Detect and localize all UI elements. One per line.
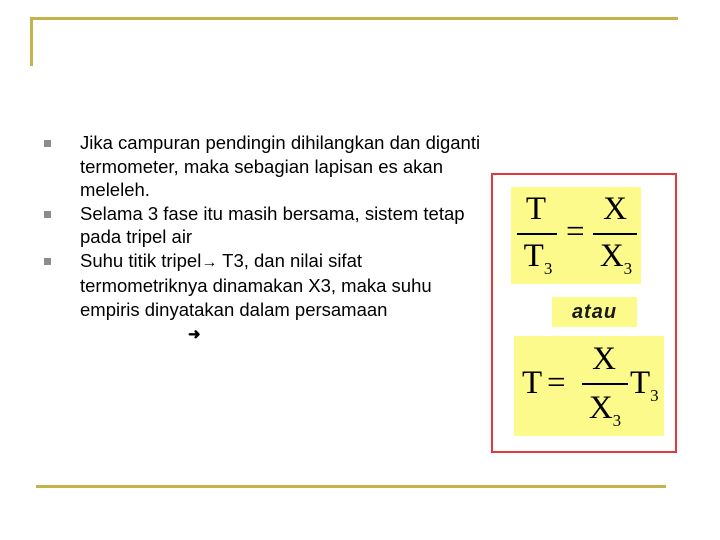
formula2-equals: = xyxy=(547,365,566,401)
formula2-factor: $T_3$ xyxy=(630,365,659,405)
frame-bottom-line xyxy=(36,485,666,488)
formula1-den-right: $X_3$ xyxy=(599,238,633,278)
fraction-bar xyxy=(582,383,628,385)
formula-temperature xyxy=(514,336,664,436)
right-arrow-icon: → xyxy=(201,253,218,271)
formula1-den-left: $T_3$ xyxy=(523,238,553,278)
bullet-item-2 xyxy=(44,202,494,249)
square-bullet-icon xyxy=(44,140,51,147)
formula1-num-left: T xyxy=(525,191,547,227)
frame-top-line xyxy=(30,17,678,20)
formula2-num: X xyxy=(592,341,616,377)
fraction-bar xyxy=(517,233,557,235)
bullet-text-1: Jika campuran pendingin dihilangkan dan diganti termometer, maka sebagian lapisan es akan meleleh. xyxy=(80,132,481,200)
formula1-num-right: X xyxy=(603,191,627,227)
bullet-item-1 xyxy=(44,131,494,202)
frame-left-line xyxy=(30,17,33,66)
bullet-text-3a: Suhu titik tripel xyxy=(80,249,202,271)
right-arrow-icon: ➜ xyxy=(188,326,201,343)
fraction-bar xyxy=(593,233,637,235)
square-bullet-icon xyxy=(44,258,51,265)
formula2-lhs: T xyxy=(522,365,543,401)
bullet-text-2: Selama 3 fase itu masih bersama, sistem tetap pada tripel air xyxy=(80,202,465,247)
bullet-text-3b: T3, dan nilai sifat termometriknya dinamakan X3, maka suhu empiris dinyatakan dalam persamaan xyxy=(80,249,432,320)
formula2-den: $X_3$ xyxy=(588,390,622,430)
square-bullet-icon xyxy=(44,211,51,218)
bullet-item-3 xyxy=(44,249,494,347)
formula-ratio xyxy=(511,187,641,284)
bullet-list xyxy=(44,131,494,347)
formula1-equals: = xyxy=(566,214,585,250)
connector-label: atau xyxy=(552,297,637,327)
